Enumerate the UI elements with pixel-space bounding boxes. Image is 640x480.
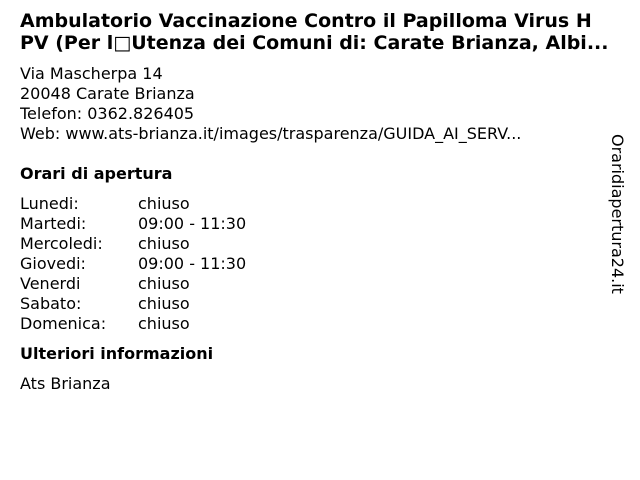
time-value: chiuso: [138, 194, 190, 213]
site-brand-vertical: Oraridiapertura24.it: [608, 134, 627, 294]
hours-row-wednesday: [20, 234, 610, 254]
time-value: 09:00 - 11:30: [138, 254, 247, 273]
day-label: Giovedi:: [20, 254, 86, 273]
time-value: chiuso: [138, 274, 190, 293]
day-label: Venerdi: [20, 274, 81, 293]
day-label: Domenica:: [20, 314, 107, 333]
hours-row-monday: [20, 194, 610, 214]
phone-number: Telefon: 0362.826405: [20, 104, 195, 123]
city-address: 20048 Carate Brianza: [20, 84, 195, 103]
hours-heading: Orari di apertura: [20, 164, 173, 183]
hours-row-thursday: [20, 254, 610, 274]
business-card: [20, 10, 610, 394]
day-label: Sabato:: [20, 294, 82, 313]
time-value: chiuso: [138, 294, 190, 313]
hours-table: [20, 194, 610, 334]
website-url: Web: www.ats-brianza.it/images/trasparenza/GUIDA_AI_SERV...: [20, 124, 522, 143]
hours-row-tuesday: [20, 214, 610, 234]
street-address: Via Mascherpa 14: [20, 64, 163, 83]
hours-row-friday: [20, 274, 610, 294]
page-title: [20, 10, 610, 54]
info-heading: Ulteriori informazioni: [20, 344, 214, 363]
time-value: chiuso: [138, 234, 190, 253]
day-label: Lunedi:: [20, 194, 79, 213]
title-line-1: Ambulatorio Vaccinazione Contro il Papilloma Virus H: [20, 10, 592, 32]
day-label: Martedi:: [20, 214, 87, 233]
hours-row-sunday: [20, 314, 610, 334]
title-line-2: PV (Per l□Utenza dei Comuni di: Carate Brianza, Albi...: [20, 32, 609, 54]
time-value: chiuso: [138, 314, 190, 333]
info-text: Ats Brianza: [20, 374, 111, 393]
address-block: [20, 64, 610, 144]
day-label: Mercoledi:: [20, 234, 103, 253]
time-value: 09:00 - 11:30: [138, 214, 247, 233]
hours-row-saturday: [20, 294, 610, 314]
